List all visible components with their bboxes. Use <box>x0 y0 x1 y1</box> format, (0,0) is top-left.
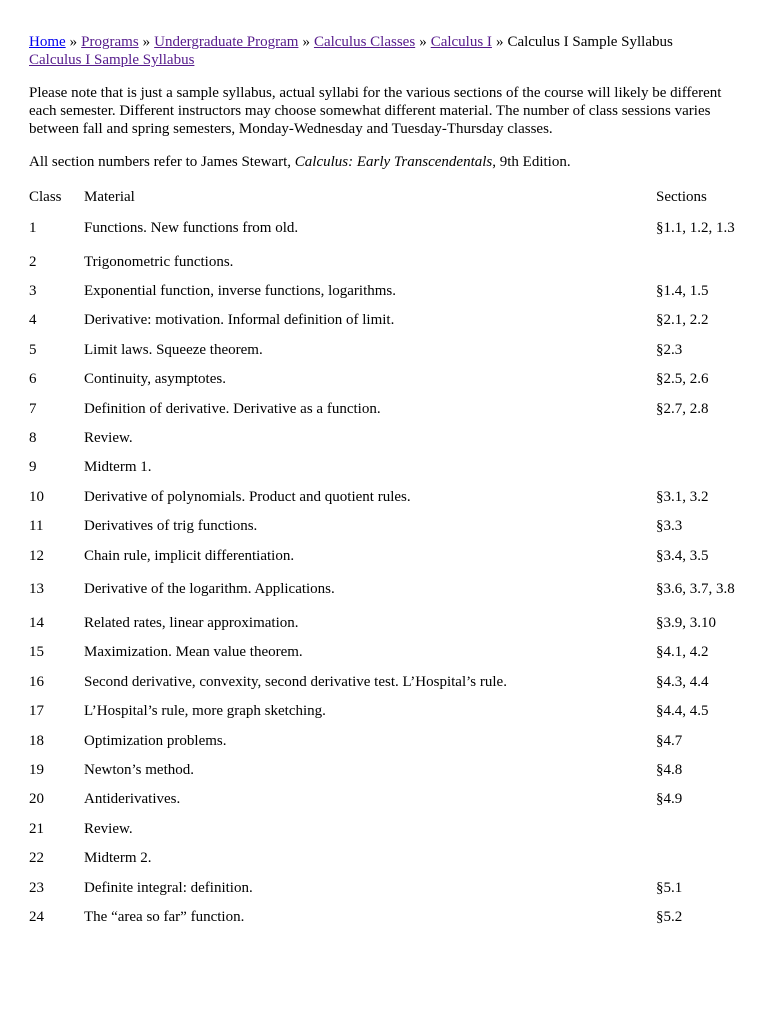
sections-cell <box>656 814 738 843</box>
table-row <box>29 209 738 247</box>
sections-cell: §4.7 <box>656 732 683 749</box>
sections-cell: §3.3 <box>656 518 683 535</box>
table-row <box>29 873 738 902</box>
table-row <box>29 902 738 931</box>
material-cell: L’Hospital’s rule, more graph sketching. <box>84 703 326 720</box>
breadcrumb-separator: » <box>419 34 427 50</box>
column-header-class: Class <box>29 189 62 205</box>
class-number-cell: 21 <box>29 820 44 837</box>
material-cell: Optimization problems. <box>84 732 227 749</box>
material-cell: Review. <box>84 430 133 447</box>
table-row <box>29 696 738 725</box>
sections-cell <box>656 843 738 872</box>
class-number-cell: 13 <box>29 581 44 598</box>
material-cell: Derivative of polynomials. Product and quotient rules. <box>84 488 411 505</box>
sections-cell: §5.1 <box>656 879 683 896</box>
table-row <box>29 755 738 784</box>
reference-prefix: All section numbers refer to James Stewart, <box>29 154 295 170</box>
class-number-cell: 17 <box>29 703 44 720</box>
class-number-cell: 7 <box>29 400 37 417</box>
sections-cell: §5.2 <box>656 908 683 925</box>
class-number-cell: 15 <box>29 644 44 661</box>
table-row <box>29 365 738 394</box>
class-number-cell: 4 <box>29 312 37 329</box>
breadcrumb-separator: » <box>142 34 151 50</box>
material-cell: Derivative of the logarithm. Applications. <box>84 581 335 598</box>
breadcrumb-link-home[interactable]: Home <box>29 34 66 50</box>
textbook-reference <box>29 153 738 171</box>
syllabus-table <box>29 185 738 932</box>
class-number-cell: 6 <box>29 371 37 388</box>
table-row <box>29 276 738 305</box>
sections-cell: §2.7, 2.8 <box>656 400 709 417</box>
sections-cell: §2.3 <box>656 341 683 358</box>
sections-cell <box>656 247 738 276</box>
class-number-cell: 3 <box>29 283 37 300</box>
breadcrumb <box>29 33 738 51</box>
sections-cell: §1.1, 1.2, 1.3 <box>656 220 735 236</box>
material-cell: Newton’s method. <box>84 761 194 778</box>
class-number-cell: 5 <box>29 341 37 358</box>
material-cell: Second derivative, convexity, second derivative test. L’Hospital’s rule. <box>84 673 507 690</box>
textbook-title: Calculus: Early Transcendentals <box>294 154 493 170</box>
material-cell: Trigonometric functions. <box>84 253 234 270</box>
material-cell: Definite integral: definition. <box>84 879 253 896</box>
class-number-cell: 9 <box>29 459 37 476</box>
breadcrumb-separator: » <box>69 34 78 50</box>
material-cell: The “area so far” function. <box>84 908 245 925</box>
class-number-cell: 23 <box>29 879 44 896</box>
sections-cell: §3.1, 3.2 <box>656 488 709 505</box>
material-cell: Limit laws. Squeeze theorem. <box>84 341 263 358</box>
breadcrumb-separator: » <box>302 34 310 50</box>
table-row <box>29 512 738 541</box>
sections-cell: §2.5, 2.6 <box>656 371 709 388</box>
table-row <box>29 843 738 872</box>
class-number-cell: 2 <box>29 253 37 270</box>
table-row <box>29 785 738 814</box>
sections-cell: §4.8 <box>656 761 683 778</box>
syllabus-note: Please note that is just a sample syllabus, actual syllabi for the various sections of the course will likely be different each semester. Different instructors may choose somewhat different material. The number of class sessions varies between fall and spring semesters, Monday-Wednesday and Tuesday-Thursday classes. <box>29 85 722 137</box>
class-number-cell: 22 <box>29 850 44 867</box>
material-cell: Maximization. Mean value theorem. <box>84 644 303 661</box>
table-row <box>29 482 738 511</box>
sections-cell: §4.3, 4.4 <box>656 673 709 690</box>
material-cell: Review. <box>84 820 133 837</box>
material-cell: Exponential function, inverse functions, logarithms. <box>84 283 397 300</box>
table-row <box>29 814 738 843</box>
reference-suffix: , 9th Edition. <box>492 154 571 170</box>
material-cell: Midterm 2. <box>84 850 152 867</box>
sections-cell <box>656 423 738 452</box>
breadcrumb-current: Calculus I Sample Syllabus <box>507 34 673 50</box>
table-row <box>29 667 738 696</box>
material-cell: Antiderivatives. <box>84 791 181 808</box>
page-title-link[interactable]: Calculus I Sample Syllabus <box>29 52 195 68</box>
material-cell: Related rates, linear approximation. <box>84 614 299 631</box>
table-row <box>29 423 738 452</box>
sections-cell: §3.9, 3.10 <box>656 614 716 631</box>
breadcrumb-link-calculus-i[interactable]: Calculus I <box>430 34 492 50</box>
table-row <box>29 608 738 637</box>
sections-cell <box>656 453 738 482</box>
material-cell: Chain rule, implicit differentiation. <box>84 547 295 564</box>
material-cell: Definition of derivative. Derivative as a function. <box>84 400 381 417</box>
class-number-cell: 20 <box>29 791 44 808</box>
class-number-cell: 1 <box>29 220 37 236</box>
class-number-cell: 11 <box>29 518 44 535</box>
class-number-cell: 24 <box>29 908 44 925</box>
column-header-sections: Sections <box>656 189 707 205</box>
material-cell: Functions. New functions from old. <box>84 220 299 236</box>
table-row <box>29 453 738 482</box>
material-cell: Derivatives of trig functions. <box>84 518 258 535</box>
sections-cell: §4.4, 4.5 <box>656 703 709 720</box>
class-number-cell: 18 <box>29 732 44 749</box>
table-header-row <box>29 185 738 209</box>
table-row <box>29 247 738 276</box>
table-row <box>29 570 738 608</box>
class-number-cell: 10 <box>29 488 44 505</box>
breadcrumb-link-undergraduate-program[interactable]: Undergraduate Program <box>154 34 299 50</box>
table-row <box>29 541 738 570</box>
table-row <box>29 306 738 335</box>
sections-cell: §4.9 <box>656 791 683 808</box>
breadcrumb-link-programs[interactable]: Programs <box>81 34 139 50</box>
class-number-cell: 16 <box>29 673 44 690</box>
class-number-cell: 19 <box>29 761 44 778</box>
syllabus-table-body <box>29 209 738 932</box>
breadcrumb-link-calculus-classes[interactable]: Calculus Classes <box>313 34 416 50</box>
class-number-cell: 12 <box>29 547 44 564</box>
material-cell: Derivative: motivation. Informal definition of limit. <box>84 312 395 329</box>
table-row <box>29 726 738 755</box>
breadcrumb-separator: » <box>495 34 504 50</box>
material-cell: Midterm 1. <box>84 459 152 476</box>
sections-cell: §1.4, 1.5 <box>656 283 709 300</box>
class-number-cell: 8 <box>29 430 37 447</box>
table-row <box>29 638 738 667</box>
sections-cell: §3.4, 3.5 <box>656 547 709 564</box>
table-row <box>29 394 738 423</box>
sections-cell: §3.6, 3.7, 3.8 <box>656 581 735 598</box>
material-cell: Continuity, asymptotes. <box>84 371 226 388</box>
sections-cell: §2.1, 2.2 <box>656 312 709 329</box>
table-row <box>29 335 738 364</box>
class-number-cell: 14 <box>29 614 44 631</box>
column-header-material: Material <box>84 189 135 205</box>
sections-cell: §4.1, 4.2 <box>656 644 709 661</box>
